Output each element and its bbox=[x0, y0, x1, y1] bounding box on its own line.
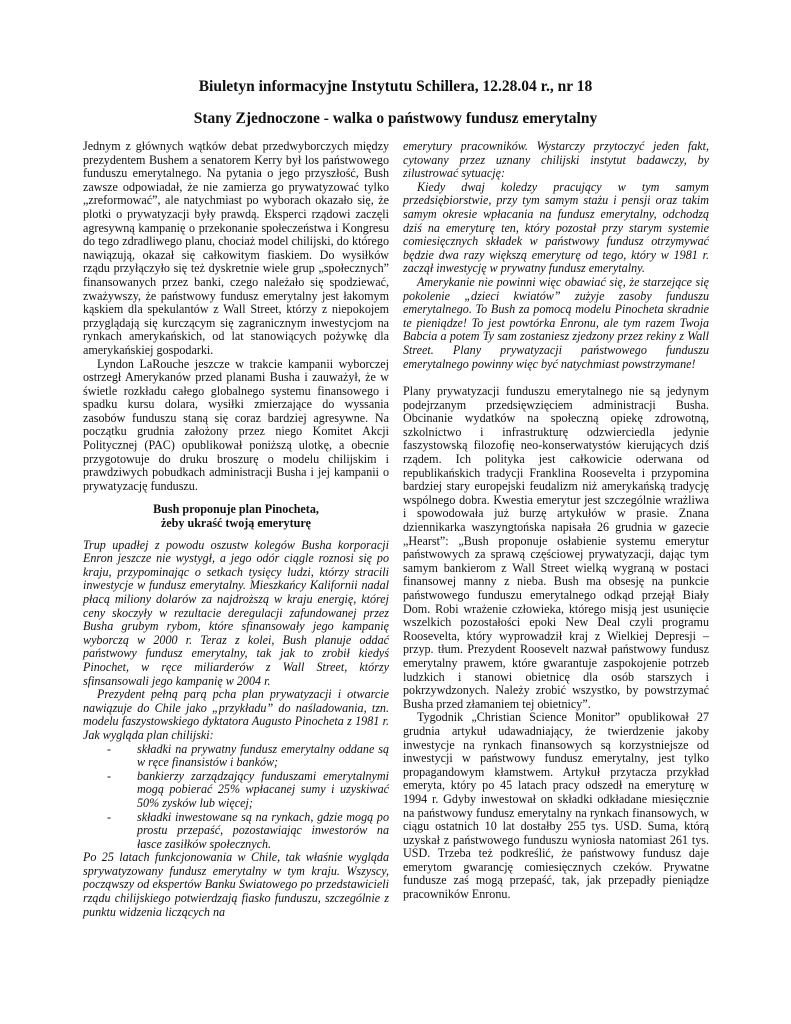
list-item: - bankierzy zarządzający funduszami emerytalnymi mogą pobierać 25% wpłacanej sumy i uzyskiwać 50% zysków lub więcej; bbox=[83, 770, 389, 811]
left-column bbox=[83, 140, 389, 919]
subheading-line-1: Bush proponuje plan Pinocheta, bbox=[153, 502, 319, 517]
bulletin-title: Biuletyn informacyjne Instytutu Schillera, 12.28.04 r., nr 18 bbox=[198, 78, 593, 95]
leaflet-paragraph-conclusion: Amerykanie nie powinni więc obawiać się, że starzejące się pokolenie „dzieci kwiatów” zużyje zasoby funduszu emerytalnego. To Bush za pomocą modelu Pinocheta skradnie te pieniądze! To jest powtórka Enronu, ale tym razem Twoja Babcia a potem Ty sam zostaniesz zjedzony przez rekiny z Wall Street. Plany prywatyzacji państwowego funduszu emerytalnego powinny więc być natychmiast powstrzymane! bbox=[403, 274, 709, 371]
paragraph-privatization-plans: Plany prywatyzacji funduszu emerytalnego nie są jedynym podejrzanym przedsięwzięciem administracji Busha. Obcinanie wydatków na społeczną opiekę zdrowotną, szkolnictwo i infrastrukturę odzwierciedla jedynie faszystowską filozofię neo-konserwatystów kierujących dziś rządem. Ich polityka jest całkowicie oderwana od republikańskich tradycji Franklina Roosevelta i przypomina bardziej stary europejski feudalizm niż amerykańską tradycję wspólnego dobra. Kwestia emerytur jest szczególnie wrażliwa i spowodowała już burzę artykułów w prasie. Znana dziennikarka waszyngtońska napisała 26 grudnia w gazecie „Hearst”: „Bush proponuje osłabienie systemu emerytur państwowych za sprawą częściowej prywatyzacji, dając tym samym bankierom z Wall Street wielką wygraną w postaci finansowej manny z nieba. Bush ma obsesję na punkcie państwowego funduszu emerytalnego odkąd przejął Biały Dom. Robi wrażenie człowieka, którego misją jest usunięcie wszelkich pozostałości epoki New Deal czyli programu Roosevelta, który wyprowadził kraj z Wielkiej Depresji – przyp. tłum. Prezydent Roosevelt nazwał państwowy fundusz emerytalny prawem, które gwarantuje zaspokojenie potrzeb ludzkich i stanowi obietnicę dla osób starszych i pokrzywdzonych. Należy zrobić wszystko, by powstrzymać Busha przed złamaniem tej obietnicy”. bbox=[403, 384, 709, 711]
right-column bbox=[403, 140, 709, 902]
paragraph-larouche: Lyndon LaRouche jeszcze w trakcie kampanii wyborczej ostrzegł Amerykanów przed planami Busha i zauważył, że w świetle rozkładu całego globalnego systemu finansowego i spadku kursu dolara, wysiłki zmierzające do wyssania zasobów funduszu staną się coraz bardziej agresywne. Na początku grudnia założony przez niego Komitet Akcji Politycznej (PAC) opublikował poniższą ulotkę, a obecnie przygotowuje do druku broszurę o modelu chilijskim i prawdziwych pobudkach administracji Busha i jej kampanii o prywatyzację funduszu. bbox=[83, 356, 389, 493]
leaflet-paragraph-25-years: Po 25 latach funkcjonowania w Chile, tak właśnie wygląda sprywatyzowany fundusz emerytalny w tym kraju. Wszyscy, począwszy od ekspertów Banku Swiatowego po przedstawicieli rządu chilijskiego potwierdzają fiasko funduszu, szczególnie z punktu widzenia liczących na bbox=[83, 850, 389, 919]
paragraph-christian-science-monitor: Tygodnik „Christian Science Monitor” opublikował 27 grudnia artykuł udawadniający, że twierdzenie jakoby inwestycje na rynkach finansowych są korzystniejsze od inwestycji w państwowy fundusz emerytalny, jest tylko propagandowym kłamstwem. Artykuł przytacza przykład emeryta, który po 45 latach pracy odszedł na emeryturę w 1994 r. Gdyby inwestował on składki odkładane miesięcznie na państwowy fundusz emerytalny na rynkach finansowych, w ciągu ostatnich 10 lat dostałby 255 tys. USD. Suma, którą uzyskał z państwowego funduszu wyniosła natomiast 261 tys. USD. Trzeba też podkreślić, że państwowy fundusz daje emerytom gwarancję comiesięcznych czeków. Prywatne fundusze zaś mogą przepaść, tak, jak przepadły pieniądze pracowników Enronu. bbox=[403, 710, 709, 902]
leaflet-paragraph-chile-plan: Prezydent pełną parą pcha plan prywatyzacji i otwarcie nawiązuje do Chile jako „przykładu” do naśladowania, tzn. modelu faszystowskiego dyktatora Augusto Pinocheta z 1981 r. Jak wygląda plan chilijski: bbox=[83, 687, 389, 742]
leaflet-paragraph-enron: Trup upadłej z powodu oszustw kolegów Busha korporacji Enron jeszcze nie wystygł, a jego odór ciągle roznosi się po kraju, przypominając o setkach tysięcy ludzi, którzy stracili inwestycje w fundusz emerytalny. Mieszkańcy Kalifornii nadal płacą miliony dolarów za najdroższą w kraju energię, której ceny skoczyły w rezultacie deregulacji zafundowanej przez Busha grubym rybom, które sfinansowały jego kampanię wyborczą w 2000 r. Teraz z kolei, Bush planuje oddać państwowy fundusz emerytalny, tak jak to zrobił kiedyś Pinochet, w ręce miliarderów z Wall Street, którzy sfinsansowali jego kampanię w 2004 r. bbox=[83, 537, 389, 688]
subheading bbox=[83, 503, 389, 530]
list-item: - składki inwestowane są na rynkach, gdzie mogą po prostu przepaść, pozostawiając inwestorów na łasce zasiłków społecznych. bbox=[83, 811, 389, 852]
article-title: Stany Zjednoczone - walka o państwowy fundusz emerytalny bbox=[193, 110, 598, 127]
paragraph-intro: Jednym z głównych wątków debat przedwyborczych między prezydentem Bushem a senatorem Kerry był los państwowego funduszu emerytalnego. Na pytania o jego przyszłość, Bush zawsze odpowiadał, że nie zamierza go prywatyzować tylko „zreformować”, ale natychmiast po wyborach okazało się, że plotki o prywatyzacji były prawdą. Eksperci rządowi zaczęli agresywną kampanię o przekonanie społeczeństwa i Kongresu do tego zdradliwego planu, chociaż model chilijski, do którego nawiązują, okazał się całkowitym fiaskiem. Do wysiłków rządu przyłączyło się też dyskretnie wiele grup „społecznych” finansowanych przez banki, czego należało się spodziewać, zważywszy, że państwowy fundusz emerytalny jest łakomym kąskiem dla spekulantów z Wall Street, którzy z niepokojem przyglądają się kurczącym się zagranicznym inwestycjom na rynkach amerykańskich, od lat stanowiących pożywkę dla amerykańskiej gospodarki. bbox=[83, 139, 389, 357]
section-gap bbox=[403, 371, 709, 385]
chile-plan-list bbox=[83, 743, 389, 852]
list-item: - składki na prywatny fundusz emerytalny oddane są w ręce finansistów i banków; bbox=[83, 743, 389, 770]
leaflet-paragraph-example: Kiedy dwaj koledzy pracujący w tym samym przedsiębiorstwie, przy tym samym stażu i pensji oraz takim samym okresie wpłacania na fundusz emerytalny, odchodzą dziś na emeryturę ten, który pozostał przy starym systemie comiesięcznych składek w państwowy fundusz otrzymywać będzie dwa razy większą emeryturę od tego, który w 1981 r. zaczął inwestycję w prywatny fundusz emerytalny. bbox=[403, 179, 709, 276]
subheading-line-2: żeby ukraść twoją emeryturę bbox=[160, 516, 312, 531]
leaflet-paragraph-continued: emerytury pracowników. Wystarczy przytoczyć jeden fakt, cytowany przez uznany chilijski instytut badawczy, by zilustrować sytuację: bbox=[403, 139, 709, 181]
